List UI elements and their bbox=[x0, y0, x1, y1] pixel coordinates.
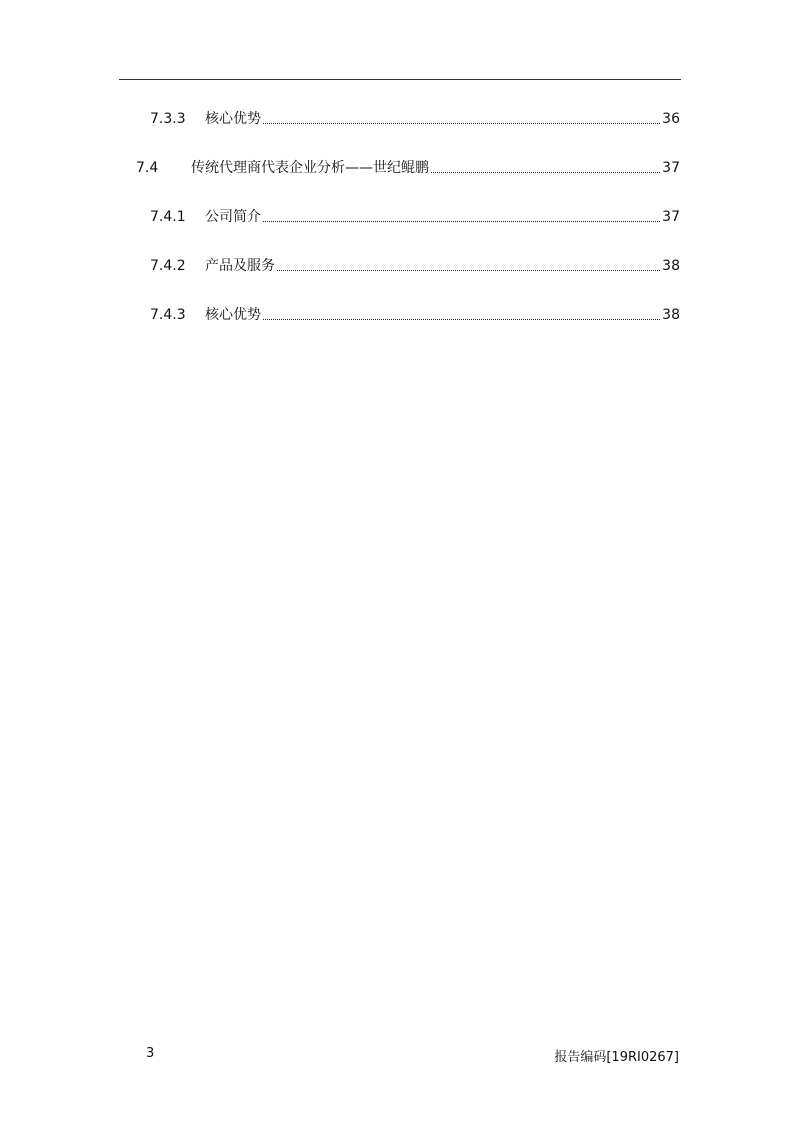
toc-entry-title: 核心优势 bbox=[205, 111, 261, 127]
toc-dot-leader bbox=[277, 270, 660, 271]
toc-dot-leader bbox=[263, 319, 660, 320]
toc-dot-leader bbox=[263, 123, 660, 124]
toc-entry-title: 传统代理商代表企业分析——世纪鲲鹏 bbox=[191, 160, 429, 176]
toc-entry-title: 产品及服务 bbox=[205, 258, 275, 274]
footer-report-code: 报告编码[19RI0267] bbox=[554, 1050, 679, 1065]
toc-entry[interactable] bbox=[0, 253, 680, 275]
toc-entry-number: 7.3.3 bbox=[150, 111, 186, 127]
toc-entry-page: 38 bbox=[662, 258, 680, 274]
toc-entry-number: 7.4.1 bbox=[150, 209, 186, 225]
toc-entry[interactable] bbox=[0, 302, 680, 324]
toc-entry-page: 37 bbox=[662, 160, 680, 176]
toc-entry-number: 7.4 bbox=[136, 160, 159, 176]
toc-entry[interactable] bbox=[0, 155, 680, 177]
toc-entry[interactable] bbox=[0, 106, 680, 128]
toc-entry-page: 36 bbox=[662, 111, 680, 127]
toc-entry-page: 37 bbox=[662, 209, 680, 225]
toc-entry-title: 核心优势 bbox=[205, 307, 261, 323]
toc-dot-leader bbox=[431, 172, 660, 173]
toc-entry-number: 7.4.3 bbox=[150, 307, 186, 323]
toc-dot-leader bbox=[263, 221, 660, 222]
footer-page-number: 3 bbox=[146, 1046, 155, 1061]
toc-entry-number: 7.4.2 bbox=[150, 258, 186, 274]
header-rule bbox=[119, 79, 681, 80]
toc-entry-page: 38 bbox=[662, 307, 680, 323]
toc-entry-title: 公司简介 bbox=[205, 209, 261, 225]
toc-entry[interactable] bbox=[0, 204, 680, 226]
